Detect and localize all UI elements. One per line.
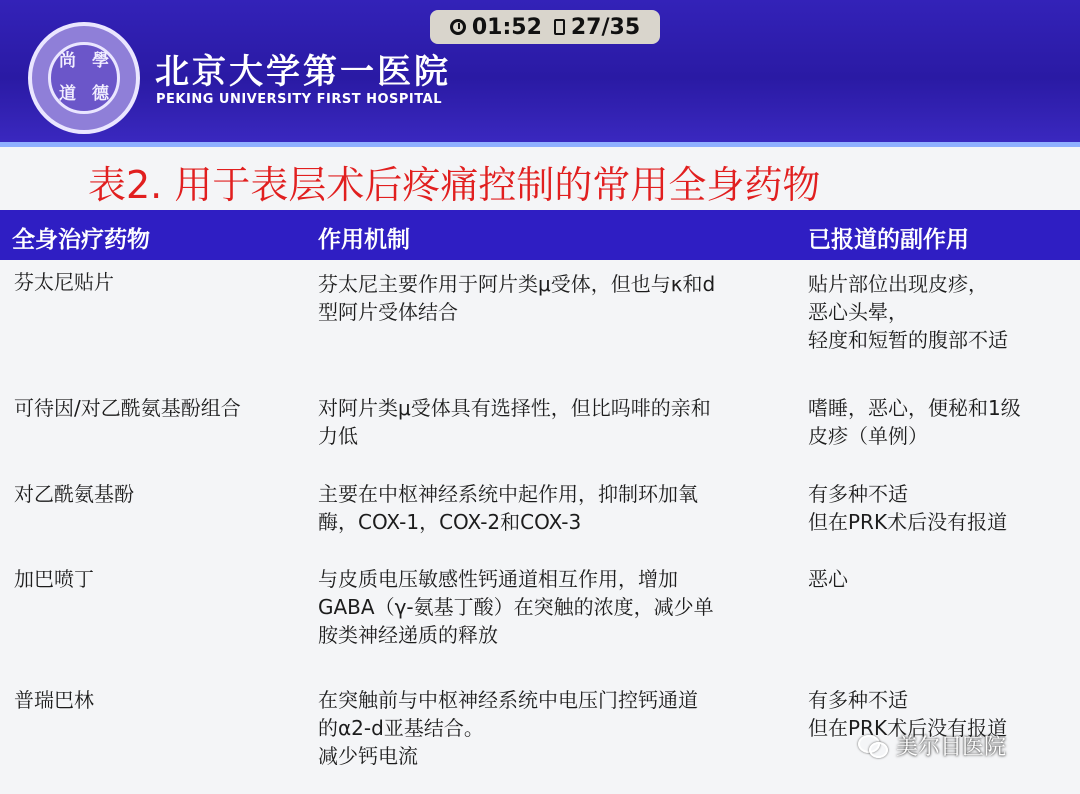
- side-effect-line: 恶心: [808, 567, 848, 591]
- timer-value: 01:52: [471, 14, 542, 40]
- header-side-effects: 已报道的副作用: [808, 227, 969, 253]
- presentation-timer: [430, 10, 660, 44]
- header-mechanism: 作用机制: [318, 227, 410, 253]
- table-header-row: [0, 210, 1080, 260]
- mechanism-line: 芬太尼主要作用于阿片类μ受体，但也与κ和d: [318, 272, 716, 296]
- mechanism-cell: [318, 480, 798, 536]
- mechanism-line: 型阿片受体结合: [318, 300, 458, 324]
- seal-glyph: 道: [59, 84, 76, 104]
- side-effects-cell: [808, 270, 1070, 354]
- header-drug: 全身治疗药物: [12, 227, 150, 253]
- university-seal-logo: [28, 22, 140, 134]
- side-effect-line: 有多种不适: [808, 688, 908, 712]
- side-effects-cell: [808, 565, 1070, 593]
- mechanism-line: 在突触前与中枢神经系统中电压门控钙通道: [318, 688, 698, 712]
- side-effect-line: 贴片部位出现皮疹，: [808, 272, 988, 296]
- side-effect-line: 嗜睡，恶心，便秘和1级: [808, 396, 1021, 420]
- side-effects-cell: [808, 394, 1070, 450]
- drug-cell: 加巴喷丁: [14, 567, 94, 591]
- slide-header: [0, 0, 1080, 142]
- hospital-name-cn: 北京大学第一医院: [155, 52, 451, 92]
- hospital-name-en: PEKING UNIVERSITY FIRST HOSPITAL: [156, 92, 442, 107]
- mechanism-line: 力低: [318, 424, 358, 448]
- clock-icon: [450, 19, 466, 35]
- side-effect-line: 皮疹（单例）: [808, 424, 928, 448]
- mechanism-line: GABA（γ-氨基丁酸）在突触的浓度，减少单: [318, 595, 714, 619]
- slide-icon: [554, 19, 565, 35]
- seal-glyph: 尚: [59, 51, 76, 71]
- mechanism-cell: [318, 686, 798, 770]
- slide-counter: 27/35: [570, 14, 641, 40]
- mechanism-line: 主要在中枢神经系统中起作用，抑制环加氧: [318, 482, 698, 506]
- wechat-icon: [858, 735, 888, 757]
- mechanism-cell: [318, 565, 798, 649]
- drug-cell: 可待因/对乙酰氨基酚组合: [14, 396, 241, 420]
- seal-inner-ring: [48, 42, 120, 114]
- mechanism-line: 酶，COX-1，COX-2和COX-3: [318, 510, 582, 534]
- drug-cell: 芬太尼贴片: [14, 270, 114, 294]
- drug-cell: 普瑞巴林: [14, 688, 94, 712]
- side-effect-line: 但在PRK术后没有报道: [808, 510, 1008, 534]
- wechat-watermark: [858, 730, 1006, 761]
- mechanism-cell: [318, 394, 798, 450]
- mechanism-line: 胺类神经递质的释放: [318, 623, 498, 647]
- side-effect-line: 但在PRK术后没有报道: [808, 716, 1008, 740]
- slide-title: 表2. 用于表层术后疼痛控制的常用全身药物: [88, 163, 821, 207]
- drug-cell: 对乙酰氨基酚: [14, 482, 134, 506]
- side-effect-line: 有多种不适: [808, 482, 908, 506]
- seal-glyph: 學: [92, 51, 109, 71]
- mechanism-line: 的α2-d亚基结合。: [318, 716, 484, 740]
- side-effects-cell: [808, 480, 1070, 536]
- side-effect-line: 轻度和短暂的腹部不适: [808, 328, 1008, 352]
- mechanism-cell: [318, 270, 798, 326]
- seal-glyphs: [51, 45, 117, 111]
- header-accent-line: [0, 142, 1080, 147]
- mechanism-line: 减少钙电流: [318, 744, 418, 768]
- seal-glyph: 德: [92, 84, 109, 104]
- mechanism-line: 对阿片类μ受体具有选择性，但比吗啡的亲和: [318, 396, 711, 420]
- side-effect-line: 恶心头晕，: [808, 300, 908, 324]
- watermark-text: 美尔目医院: [896, 735, 1007, 760]
- mechanism-line: 与皮质电压敏感性钙通道相互作用，增加: [318, 567, 678, 591]
